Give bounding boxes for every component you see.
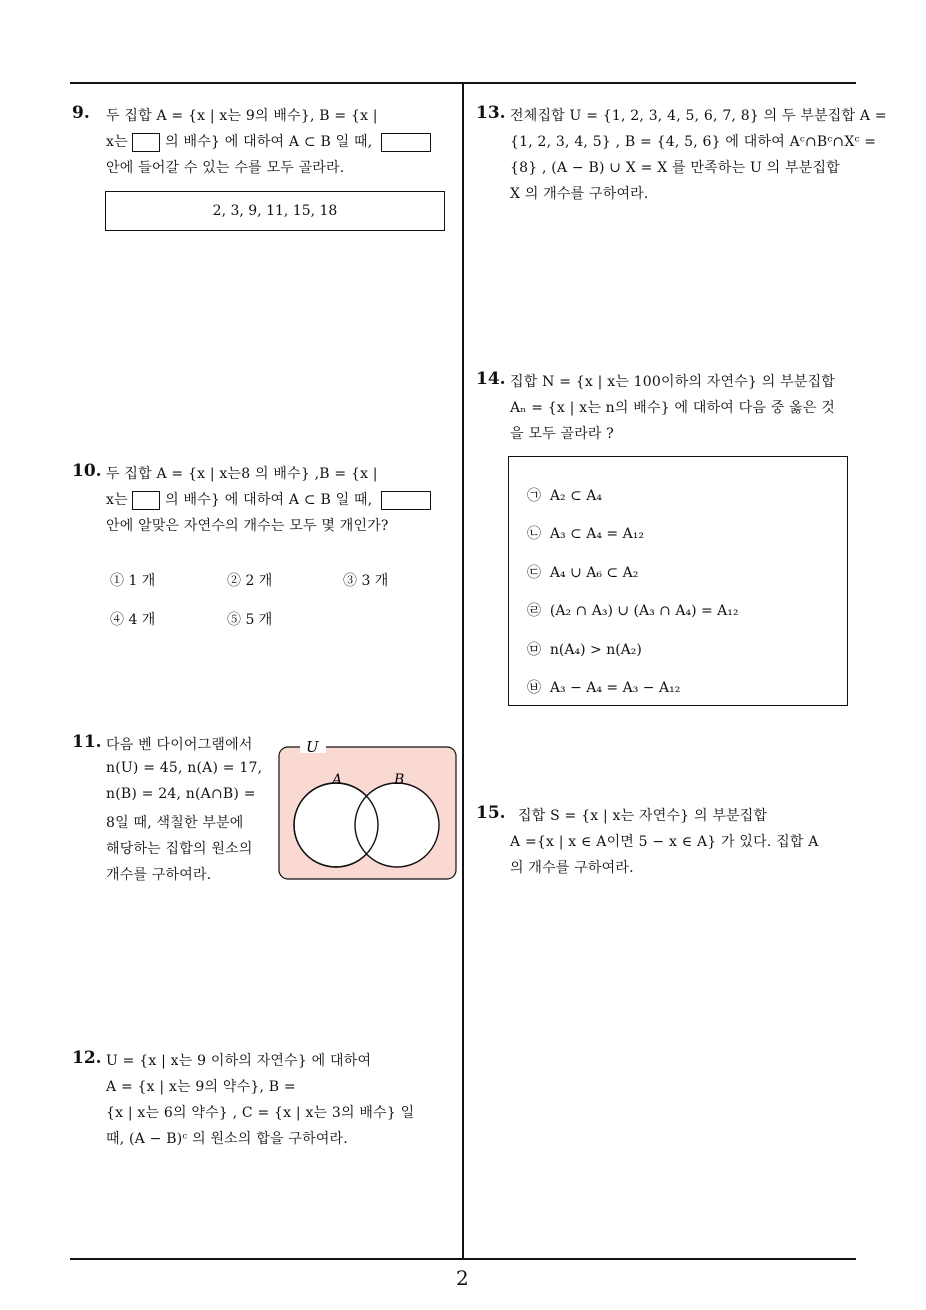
q10-line2b: 의 배수} 에 대하여 A ⊂ B 일 때, (165, 492, 373, 508)
q9-answer-box (105, 191, 445, 231)
q13-number: 13. (476, 103, 506, 123)
column-divider (462, 82, 464, 1260)
q9-line2a: x는 (106, 134, 128, 150)
q14-item-2 (527, 523, 644, 543)
q12-line2: A = {x | x는 9의 약수}, B = (106, 1079, 296, 1095)
q11-line5: 해당하는 집합의 원소의 (106, 841, 253, 857)
q14-item-6 (527, 677, 680, 697)
q15-line3: 의 개수를 구하여라. (510, 860, 634, 876)
venn-b-label: B (394, 772, 405, 788)
q11-line1: 다음 벤 다이어그램에서 (106, 737, 253, 753)
q9-line3: 안에 들어갈 수 있는 수를 모두 골라라. (106, 160, 345, 176)
q14-item-5 (527, 639, 642, 659)
q14-item-1-text: A₂ ⊂ A₄ (549, 488, 602, 504)
q14-line3: 을 모두 골라라 ? (510, 426, 615, 442)
q11-line3: n(B) = 24, n(A∩B) = (106, 786, 256, 802)
q14-line1: 집합 N = {x | x는 100이하의 자연수} 의 부분집합 (510, 374, 836, 390)
q14-items-box (508, 456, 848, 706)
q14-item-5-text: n(A₄) > n(A₂) (549, 642, 642, 658)
q15-line1: 집합 S = {x | x는 자연수} 의 부분집합 (518, 808, 768, 824)
q14-line2: Aₙ = {x | x는 n의 배수} 에 대하여 다음 중 옳은 것 (510, 400, 835, 416)
q10-blank-box (132, 491, 160, 510)
q10-choice-1[interactable]: ① 1 개 (110, 573, 156, 589)
q10-line1: 두 집합 A = {x | x는8 의 배수} ,B = {x | (106, 466, 378, 482)
q14-item-6-mark: ㉥ (527, 680, 541, 696)
q14-item-1-mark: ㉠ (527, 488, 541, 504)
q13-line2: {1, 2, 3, 4, 5} , B = {4, 5, 6} 에 대하여 Aᶜ∩Bᶜ∩Xᶜ = (510, 134, 877, 150)
q10-number: 10. (72, 461, 102, 481)
q12-line1: U = {x | x는 9 이하의 자연수} 에 대하여 (106, 1053, 372, 1069)
q9-blank-box (132, 133, 160, 152)
q14-item-4-mark: ㉣ (527, 603, 541, 619)
q14-item-4-text: (A₂ ∩ A₃) ∪ (A₃ ∩ A₄) = A₁₂ (549, 603, 739, 619)
q10-line2a: x는 (106, 492, 128, 508)
q10-choice-2[interactable]: ② 2 개 (227, 573, 273, 589)
venn-a-label: A (332, 772, 343, 788)
venn-u-label: U (306, 738, 319, 756)
q9-line2 (106, 131, 431, 152)
q14-item-3 (527, 562, 638, 582)
q9-blank-box-2 (381, 133, 431, 152)
q10-blank-box-2 (381, 491, 431, 510)
q13-line4: X 의 개수를 구하여라. (510, 186, 649, 202)
venn-circle-b (355, 783, 439, 867)
bottom-rule (70, 1258, 856, 1260)
venn-diagram (278, 737, 458, 882)
q14-item-1 (527, 485, 602, 505)
q12-number: 12. (72, 1048, 102, 1068)
q10-choice-4[interactable]: ④ 4 개 (110, 612, 156, 628)
q11-line4: 8일 때, 색칠한 부분에 (106, 815, 244, 831)
q14-item-6-text: A₃ − A₄ = A₃ − A₁₂ (549, 680, 681, 696)
q11-line6: 개수를 구하여라. (106, 867, 212, 883)
q10-choice-5[interactable]: ⑤ 5 개 (227, 612, 273, 628)
q9-line1: 두 집합 A = {x | x는 9의 배수}, B = {x | (106, 108, 378, 124)
q14-item-3-text: A₄ ∪ A₆ ⊂ A₂ (549, 565, 639, 581)
q10-line2 (106, 489, 431, 510)
q14-item-2-mark: ㉡ (527, 526, 541, 542)
q13-line3: {8} , (A − B) ∪ X = X 를 만족하는 U 의 부분집합 (510, 160, 840, 176)
q9-answer-values: 2, 3, 9, 11, 15, 18 (212, 203, 338, 219)
q14-number: 14. (476, 369, 506, 389)
q10-choice-3[interactable]: ③ 3 개 (343, 573, 389, 589)
q14-item-2-text: A₃ ⊂ A₄ = A₁₂ (549, 526, 644, 542)
q15-line2: A ={x | x ∈ A이면 5 − x ∈ A} 가 있다. 집합 A (510, 834, 819, 850)
q12-line3: {x | x는 6의 약수} , C = {x | x는 3의 배수} 일 (106, 1105, 415, 1121)
q14-item-4 (527, 600, 739, 620)
q13-line1: 전체집합 U = {1, 2, 3, 4, 5, 6, 7, 8} 의 두 부분집합 A = (510, 108, 887, 124)
q11-number: 11. (72, 732, 102, 752)
page-number: 2 (456, 1266, 469, 1290)
q9-line2b: 의 배수} 에 대하여 A ⊂ B 일 때, (165, 134, 373, 150)
q9-number: 9. (72, 103, 90, 123)
q10-line3: 안에 알맞은 자연수의 개수는 모두 몇 개인가? (106, 518, 389, 534)
q12-line4: 때, (A − B)ᶜ 의 원소의 합을 구하여라. (106, 1131, 348, 1147)
q11-line2: n(U) = 45, n(A) = 17, (106, 760, 263, 776)
q14-item-5-mark: ㉤ (527, 642, 541, 658)
q14-item-3-mark: ㉢ (527, 565, 541, 581)
q15-number: 15. (476, 803, 506, 823)
